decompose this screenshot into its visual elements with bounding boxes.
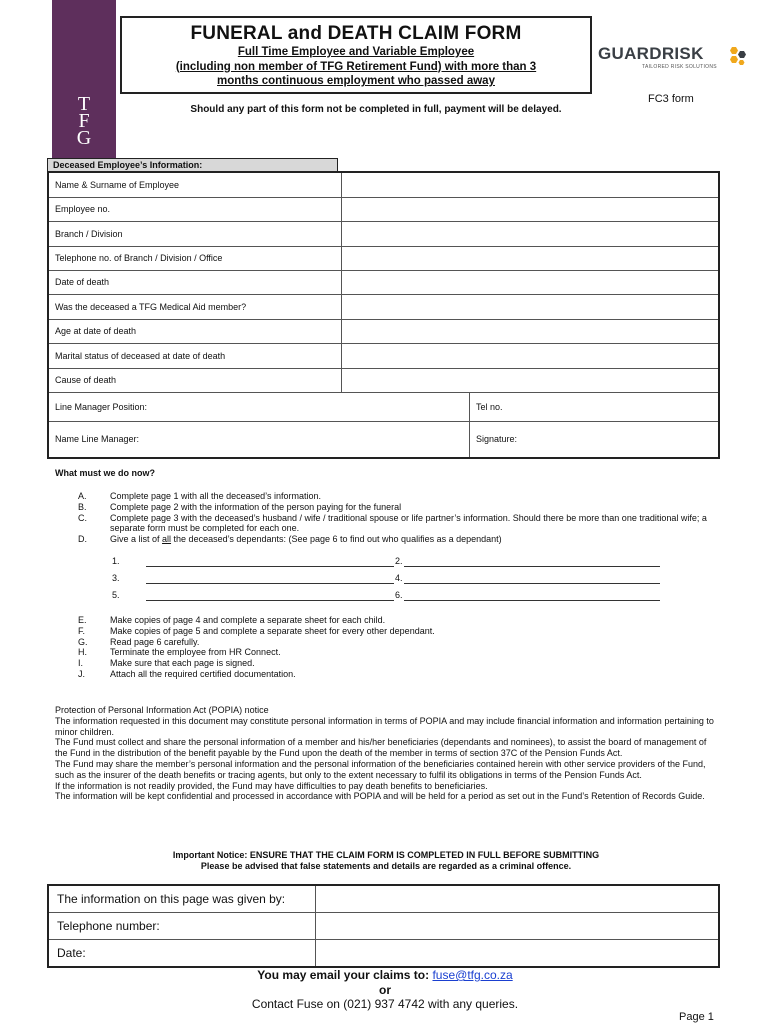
list-item: C. Complete page 3 with the deceased’s husband / wife / traditional spouse or life partner’s information. Should there be more than one traditional wife; a separate form must be completed for each one. — [78, 512, 707, 534]
field-line-manager-position[interactable]: Line Manager Position: — [48, 392, 470, 421]
dependant-number-4: 4. — [395, 573, 403, 583]
table-row — [48, 940, 719, 968]
field-line-manager-name[interactable]: Name Line Manager: — [48, 421, 470, 458]
field-tel-no[interactable]: Tel no. — [470, 392, 720, 421]
dependant-line-1[interactable] — [146, 556, 394, 567]
given-telephone-input[interactable] — [316, 913, 720, 940]
field-input-date-of-death[interactable] — [342, 270, 720, 294]
field-label-cause-of-death: Cause of death — [48, 368, 342, 392]
footer-or: or — [379, 983, 391, 997]
instructions-list — [78, 491, 720, 545]
list-item: F. Make copies of page 5 and complete a separate sheet for every other dependant. — [78, 625, 435, 636]
dependant-number-1: 1. — [112, 556, 120, 566]
list-item: B. Complete page 2 with the information of the person paying for the funeral — [78, 501, 402, 512]
field-input-marital-status[interactable] — [342, 343, 720, 368]
table-row — [48, 221, 719, 246]
instructions-list-continued — [78, 615, 720, 680]
dependant-line-4[interactable] — [404, 573, 660, 584]
popia-paragraph: The Fund may share the member’s personal information and the personal information of the beneficiaries contained herein with other service providers of the Fund, such as the insurer of the death benefits or tracing agents, but only to the extent necessary to fulfil its obligations in terms of the Pension Funds Act. — [55, 758, 706, 780]
tfg-logo-letters: T F G — [76, 93, 92, 149]
table-row — [48, 368, 719, 392]
page-number: Page 1 — [679, 1011, 714, 1023]
what-now-heading: What must we do now? — [55, 468, 155, 478]
field-input-age[interactable] — [342, 319, 720, 343]
tfg-logo — [52, 0, 116, 158]
completion-warning: Should any part of this form not be completed in full, payment will be delayed. — [190, 104, 562, 115]
email-link[interactable]: fuse@tfg.co.za — [432, 968, 513, 982]
table-row — [48, 197, 719, 221]
list-item: H. Terminate the employee from HR Connect. — [78, 647, 281, 658]
deceased-section-heading: Deceased Employee’s Information: — [47, 158, 338, 171]
popia-paragraph: If the information is not readily provided, the Fund may have difficulties to pay death benefits to beneficiaries. — [55, 780, 488, 791]
list-item: G. Read page 6 carefully. — [78, 636, 200, 647]
field-label-date-of-death: Date of death — [48, 270, 342, 294]
popia-title: Protection of Personal Information Act (POPIA) notice — [55, 705, 269, 715]
popia-paragraph: The information requested in this document may constitute personal information in terms of POPIA and may include financial information and information pertaining to minor children. — [55, 715, 714, 737]
field-label-marital-status: Marital status of deceased at date of death — [48, 343, 342, 368]
dependant-number-2: 2. — [395, 556, 403, 566]
form-code: FC3 form — [648, 93, 694, 105]
popia-notice — [55, 705, 715, 802]
list-item: I. Make sure that each page is signed. — [78, 658, 255, 669]
dependant-line-5[interactable] — [146, 590, 394, 601]
given-by-input[interactable] — [316, 885, 720, 913]
table-row — [48, 343, 719, 368]
table-row — [48, 319, 719, 343]
dependant-number-3: 3. — [112, 573, 120, 583]
deceased-info-table — [47, 171, 720, 459]
form-title-box — [120, 16, 592, 94]
form-title: FUNERAL and DEATH CLAIM FORM — [190, 23, 522, 44]
table-row — [48, 885, 719, 913]
given-telephone-label: Telephone number: — [48, 913, 316, 940]
guardrisk-tagline: TAILORED RISK SOLUTIONS — [642, 64, 717, 70]
dependant-number-6: 6. — [395, 590, 403, 600]
given-date-input[interactable] — [316, 940, 720, 968]
field-input-medical-aid[interactable] — [342, 294, 720, 319]
field-label-age: Age at date of death — [48, 319, 342, 343]
field-input-branch[interactable] — [342, 221, 720, 246]
important-notice: Important Notice: ENSURE THAT THE CLAIM FORM IS COMPLETED IN FULL BEFORE SUBMITTING Please be advised that false statements and details are regarded as a criminal offence. — [172, 850, 600, 871]
dependant-line-6[interactable] — [404, 590, 660, 601]
list-item: A. Complete page 1 with all the deceased’s information. — [78, 491, 321, 501]
list-item: D. Give a list of all the deceased’s dependants: (See page 6 to find out who qualifies as a dependant) — [78, 534, 502, 545]
field-signature[interactable]: Signature: — [470, 421, 720, 458]
field-label-branch-telephone: Telephone no. of Branch / Division / Office — [48, 246, 342, 270]
field-input-branch-telephone[interactable] — [342, 246, 720, 270]
form-subtitle-3: months continuous employment who passed away — [217, 75, 495, 87]
form-subtitle-2: (including non member of TFG Retirement Fund) with more than 3 — [175, 60, 537, 73]
information-given-table — [47, 884, 720, 968]
table-row — [48, 294, 719, 319]
field-label-medical-aid: Was the deceased a TFG Medical Aid member? — [48, 294, 342, 319]
guardrisk-logo — [598, 44, 758, 72]
table-row — [48, 421, 719, 458]
list-item: J. Attach all the required certified documentation. — [78, 668, 296, 679]
given-by-label: The information on this page was given by: — [48, 885, 316, 913]
table-row — [48, 270, 719, 294]
dependant-line-3[interactable] — [146, 573, 394, 584]
field-label-branch: Branch / Division — [48, 221, 342, 246]
table-row — [48, 392, 719, 421]
field-label-employee-no: Employee no. — [48, 197, 342, 221]
guardrisk-wordmark: GUARDRISK — [598, 44, 704, 63]
field-label-name: Name & Surname of Employee — [48, 172, 342, 197]
table-row — [48, 246, 719, 270]
list-item: E. Make copies of page 4 and complete a separate sheet for each child. — [78, 615, 386, 625]
popia-paragraph: The information will be kept confidential and processed in accordance with POPIA and will be held for a period as set out in the Fund’s Retention of Records Guide. — [55, 791, 705, 802]
table-row — [48, 913, 719, 940]
field-input-employee-no[interactable] — [342, 197, 720, 221]
given-date-label: Date: — [48, 940, 316, 968]
table-row — [48, 172, 719, 197]
form-subtitle-1: Full Time Employee and Variable Employee — [237, 46, 475, 58]
field-input-name[interactable] — [342, 172, 720, 197]
field-input-cause-of-death[interactable] — [342, 368, 720, 392]
dependant-line-2[interactable] — [404, 556, 660, 567]
guardrisk-hexagon-icon — [726, 46, 748, 66]
email-claims-line: You may email your claims to: fuse@tfg.co.za — [257, 968, 513, 982]
popia-paragraph: The Fund must collect and share the personal information of a member and his/her beneficiaries (dependants and nominees), to assist the board of management of the Fund in the distribution of the benefit payable by the Fund upon the death of the member in terms of section 37C of the Pension Funds Act. — [55, 737, 707, 759]
contact-line: Contact Fuse on (021) 937 4742 with any queries. — [251, 997, 519, 1011]
dependant-number-5: 5. — [112, 590, 120, 600]
